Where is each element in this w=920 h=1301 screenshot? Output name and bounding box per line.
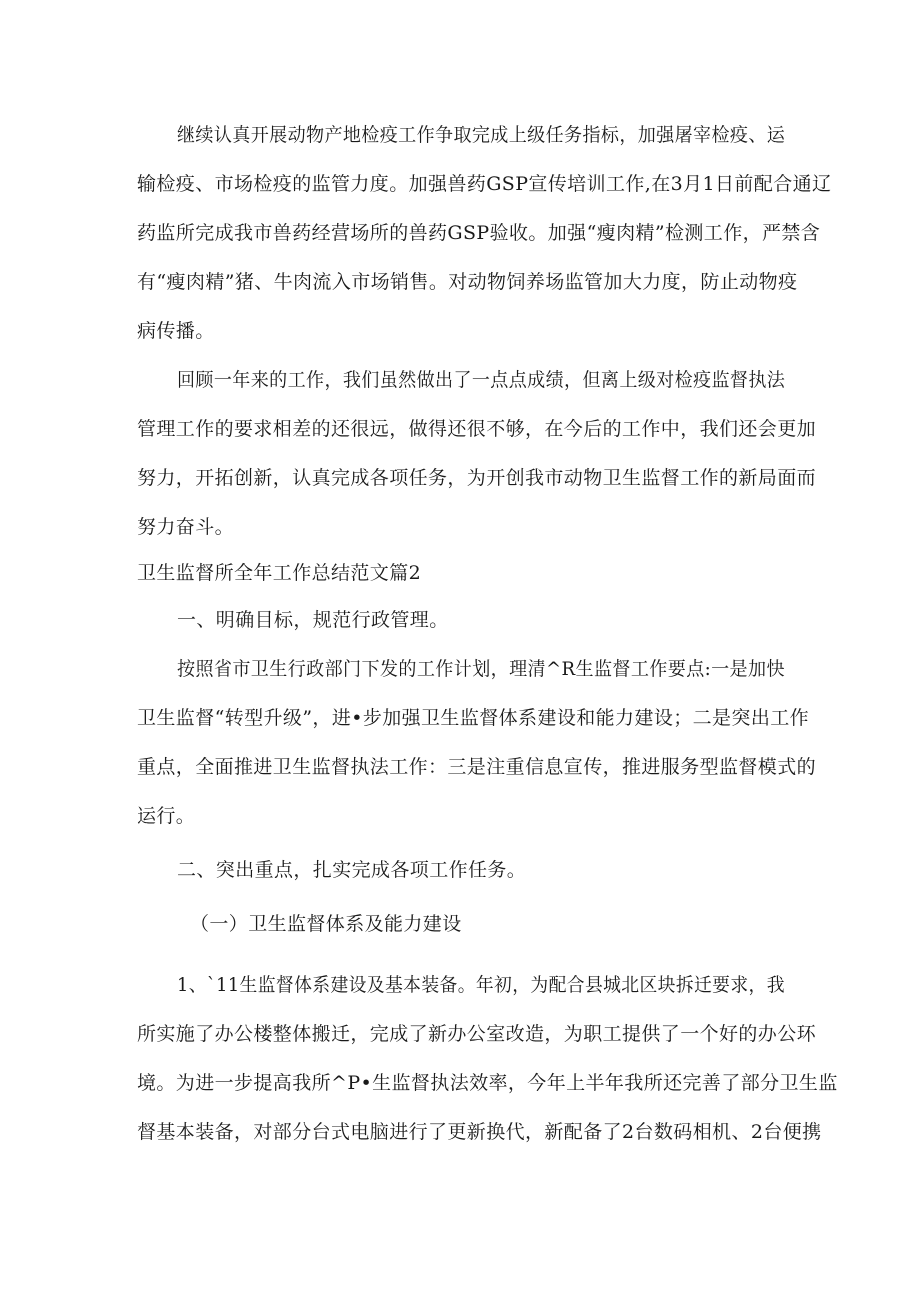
- paragraph-line: 管理工作的要求相差的还很远，做得还很不够，在今后的工作中，我们还会更加: [137, 418, 817, 440]
- paragraph-line: 境。为进一步提高我所^P•生监督执法效率，今年上半年我所还完善了部分卫生监: [137, 1072, 838, 1094]
- paragraph-line: 病传播。: [137, 320, 215, 342]
- paragraph-line: 努力奋斗。: [137, 516, 235, 538]
- section-heading: 一、明确目标，规范行政管理。: [177, 609, 449, 631]
- paragraph-line: 督基本装备，对部分台式电脑进行了更新换代，新配备了2台数码相机、2台便携: [137, 1121, 822, 1143]
- paragraph-line: 运行。: [137, 805, 196, 827]
- subsection-heading: （一）卫生监督体系及能力建设: [190, 913, 462, 935]
- paragraph-line: 1、`11生监督体系建设及基本装备。年初，为配合县城北区块拆迁要求，我: [177, 974, 785, 996]
- paragraph-line: 输检疫、市场检疫的监管力度。加强兽药GSP宣传培训工作,在3月1日前配合通辽: [137, 173, 832, 195]
- paragraph-line: 有“瘦肉精”猪、牛肉流入市场销售。对动物饲养场监管加大力度，防止动物疫: [137, 271, 798, 293]
- section-title: 卫生监督所全年工作总结范文篇2: [137, 562, 422, 584]
- paragraph-line: 所实施了办公楼整体搬迁，完成了新办公室改造，为职工提供了一个好的办公环: [137, 1023, 817, 1045]
- paragraph-line: 努力，开拓创新，认真完成各项任务，为开创我市动物卫生监督工作的新局面而: [137, 467, 817, 489]
- paragraph-line: 继续认真开展动物产地检疫工作争取完成上级任务指标，加强屠宰检疫、运: [177, 124, 786, 146]
- paragraph-line: 药监所完成我市兽药经营场所的兽药GSP验收。加强“瘦肉精”检测工作，严禁含: [137, 222, 821, 244]
- paragraph-line: 按照省市卫生行政部门下发的工作计划，理清^R生监督工作要点:一是加快: [177, 658, 785, 680]
- paragraph-line: 重点，全面推进卫生监督执法工作：三是注重信息宣传，推进服务型监督模式的: [137, 756, 817, 778]
- paragraph-line: 卫生监督“转型升级”，进•步加强卫生监督体系建设和能力建设；二是突出工作: [137, 707, 810, 729]
- paragraph-line: 回顾一年来的工作，我们虽然做出了一点点成绩，但离上级对检疫监督执法: [177, 369, 786, 391]
- section-heading: 二、突出重点，扎实完成各项工作任务。: [177, 859, 527, 881]
